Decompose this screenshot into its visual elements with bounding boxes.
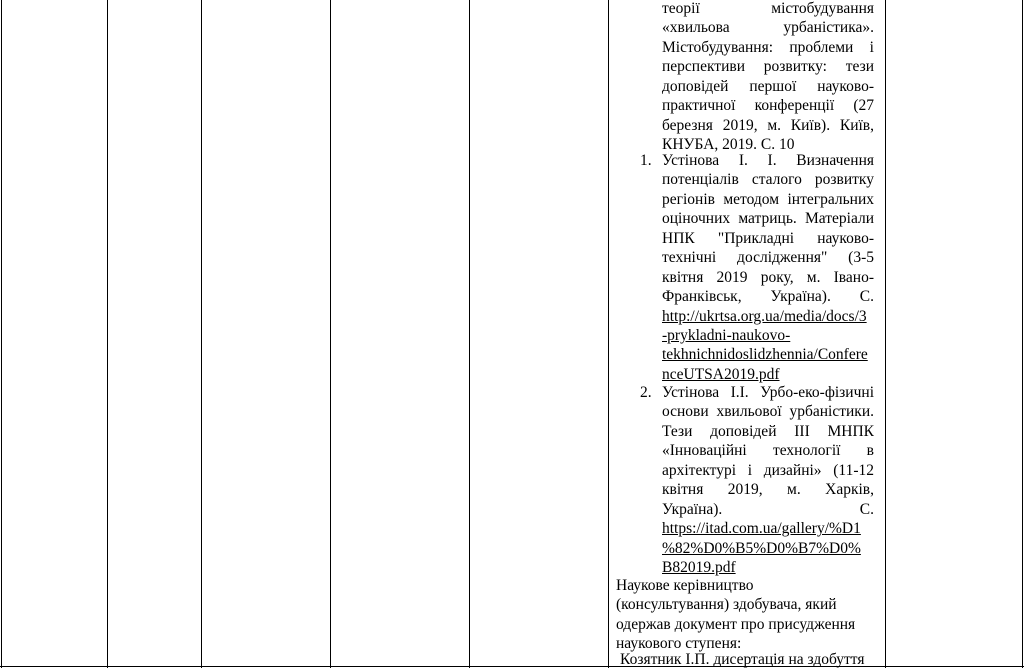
text-line: доповідей першої науково- (662, 78, 874, 95)
url-link[interactable]: -prykladni-naukovo- (662, 327, 791, 344)
text-line: Україна). С. (662, 501, 874, 518)
table-column-border (608, 0, 609, 668)
url-link[interactable]: B82019.pdf (662, 559, 736, 576)
text-line: архітектурі і дизайні» (11-12 (662, 462, 874, 479)
url-link[interactable]: http://ukrtsa.org.ua/media/docs/3 (662, 308, 867, 325)
text-line: основи хвильової урбаністики. (662, 403, 874, 420)
text-line: Франківськ, Україна). С. (662, 288, 874, 305)
url-link[interactable]: https://itad.com.ua/gallery/%D1 (662, 520, 861, 537)
text-line: Містобудування: проблеми і (662, 39, 874, 56)
text-line: Тези доповідей ІІІ МНПК (662, 423, 874, 440)
text-line: КНУБА, 2019. С. 10 (662, 136, 795, 153)
text-line: регіонів методом інтегральних (662, 191, 874, 208)
text-line: квітня 2019 року, м. Івано- (662, 269, 874, 286)
text-line: НПК "Прикладні науково- (662, 230, 874, 247)
text-line: «хвильова урбаністика». (662, 19, 874, 36)
text-line: технічні дослідження" (3-5 (662, 249, 874, 266)
url-link[interactable]: nceUTSA2019.pdf (662, 366, 780, 383)
table-column-border (1022, 0, 1023, 668)
list-number: 2. (640, 384, 652, 401)
text-line: квітня 2019, м. Харків, (662, 481, 874, 498)
text-line: теорії містобудування (662, 0, 874, 17)
text-line: оціночних матриць. Матеріали (662, 210, 874, 227)
url-link[interactable]: tekhnichnidoslidzhennia/Confere (662, 346, 868, 363)
text-line: (консультування) здобувача, який (616, 596, 837, 613)
text-line: Устінова І.І. Урбо-еко-фізичні (662, 384, 874, 401)
table-column-border (1, 0, 2, 668)
text-line: «Інноваційні технології в (662, 442, 874, 459)
table-column-border (201, 0, 202, 668)
table-column-border (107, 0, 108, 668)
text-line: перспективи розвитку: тези (662, 58, 874, 75)
table-column-border (469, 0, 470, 668)
table-column-border (330, 0, 331, 668)
text-line: Наукове керівництво (616, 577, 754, 594)
url-link[interactable]: %82%D0%B5%D0%B7%D0% (662, 540, 861, 557)
text-line: Козятник І.П. дисертація на здобуття (620, 651, 865, 668)
text-line: Устінова І. І. Визначення (662, 152, 874, 169)
list-number: 1. (640, 152, 652, 169)
text-line: наукового ступеня: (616, 635, 742, 652)
publications-cell (614, 0, 886, 668)
text-line: березня 2019, м. Київ). Київ, (662, 117, 874, 134)
text-line: практичної конференції (27 (662, 97, 874, 114)
text-line: одержав документ про присудження (616, 616, 856, 633)
text-line: потенціалів сталого розвитку (662, 171, 874, 188)
